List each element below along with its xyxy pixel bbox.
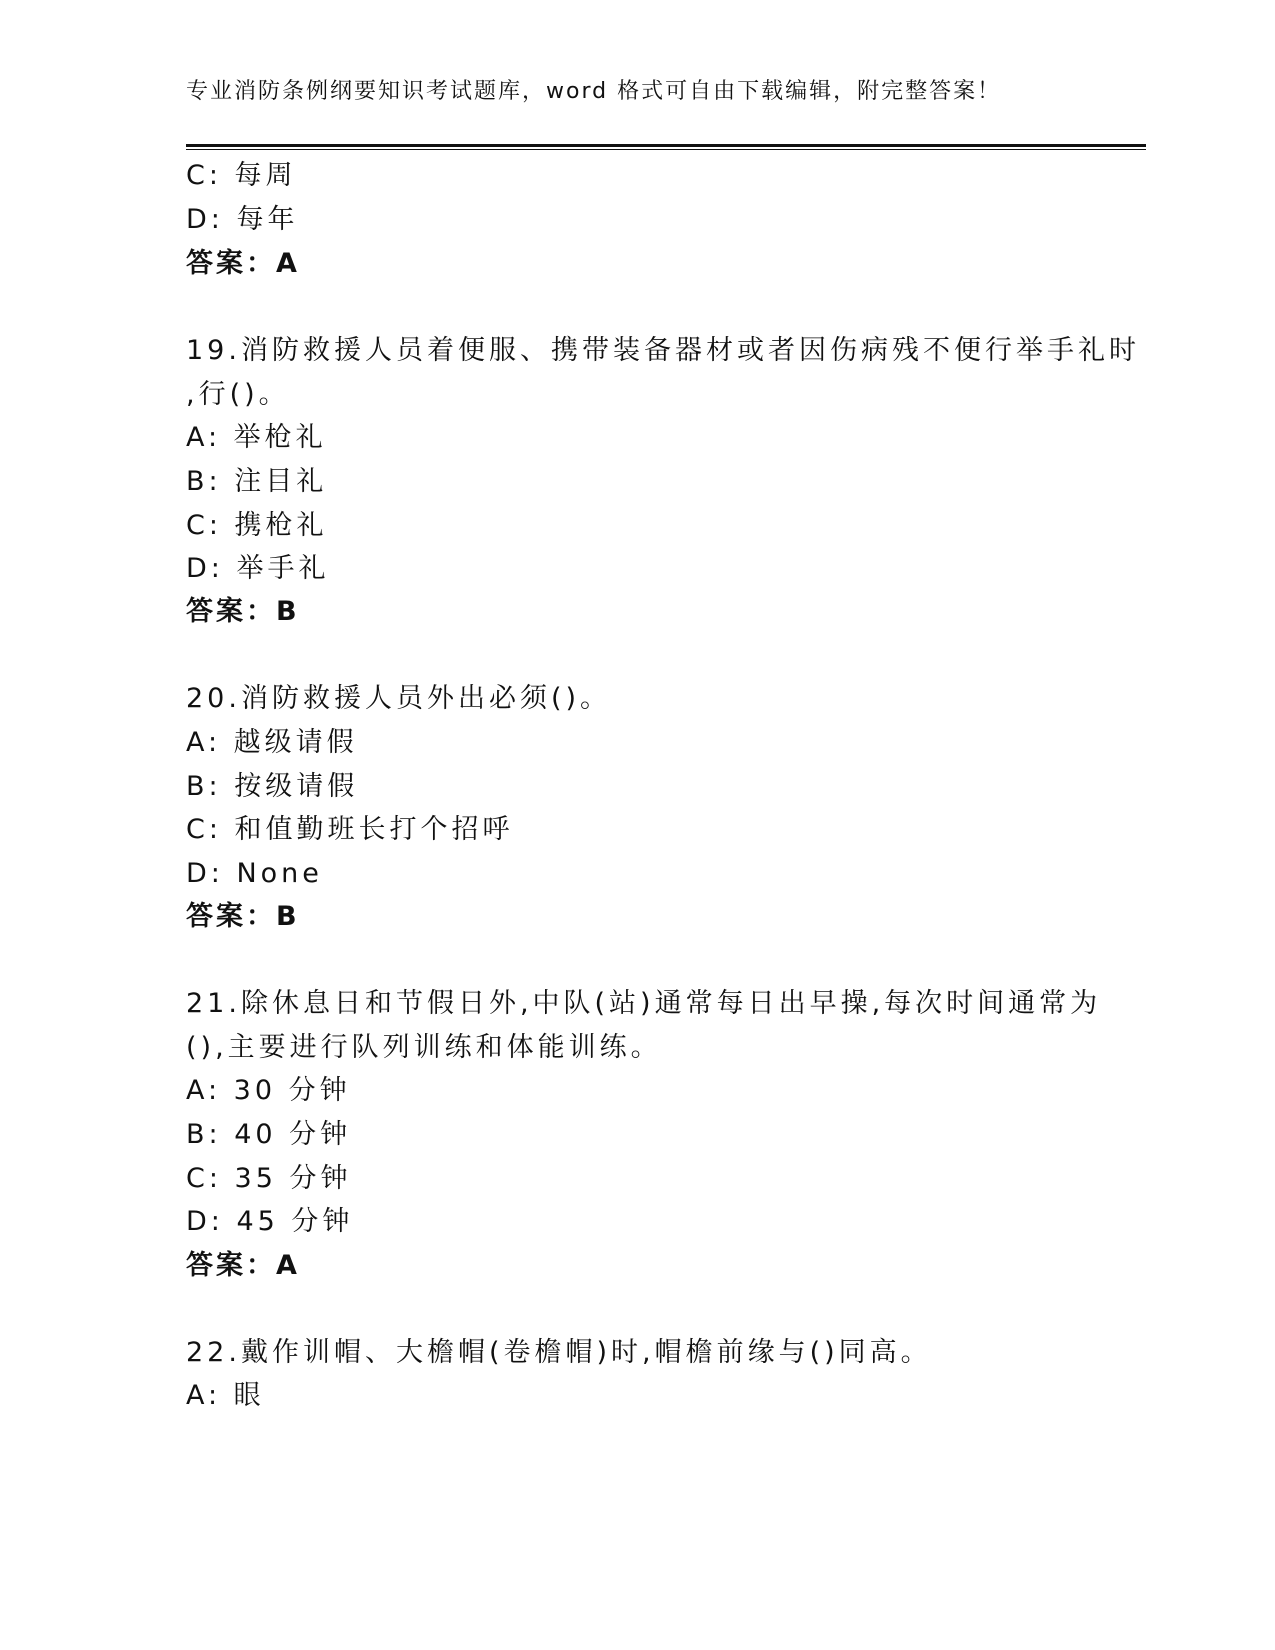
answer-line: 答案：B [186,596,300,627]
option-line: B: 注目礼 [186,466,328,497]
option-line: D: 每年 [186,204,299,235]
question-stem: 20.消防救援人员外出必须()。 [186,683,612,714]
page-header: 专业消防条例纲要知识考试题库，word 格式可自由下载编辑，附完整答案！ [186,79,1002,104]
option-line: A: 30 分钟 [186,1075,351,1106]
answer-line: 答案：A [186,1250,300,1281]
header-rule-thin [186,149,1146,150]
option-line: C: 和值勤班长打个招呼 [186,814,514,845]
option-line: C: 每周 [186,160,297,191]
option-line: C: 携枪礼 [186,510,328,541]
answer-line: 答案：B [186,901,300,932]
answer-line: 答案：A [186,248,300,279]
option-line: A: 举枪礼 [186,422,327,453]
option-line: D: 45 分钟 [186,1206,354,1237]
option-line: C: 35 分钟 [186,1163,352,1194]
question-stem: ,行()。 [186,379,290,410]
question-stem: 22.戴作训帽、大檐帽(卷檐帽)时,帽檐前缘与()同高。 [186,1337,932,1368]
option-line: B: 40 分钟 [186,1119,352,1150]
question-stem: 21.除休息日和节假日外,中队(站)通常每日出早操,每次时间通常为 [186,988,1102,1019]
header-rule-thick [186,144,1146,147]
option-line: A: 越级请假 [186,727,358,758]
option-line: B: 按级请假 [186,771,359,802]
option-line: A: 眼 [186,1380,265,1411]
question-stem: 19.消防救援人员着便服、携带装备器材或者因伤病残不便行举手礼时 [186,335,1140,366]
question-stem: (),主要进行队列训练和体能训练。 [186,1032,662,1063]
option-line: D: 举手礼 [186,553,330,584]
option-line: D: None [186,858,323,889]
